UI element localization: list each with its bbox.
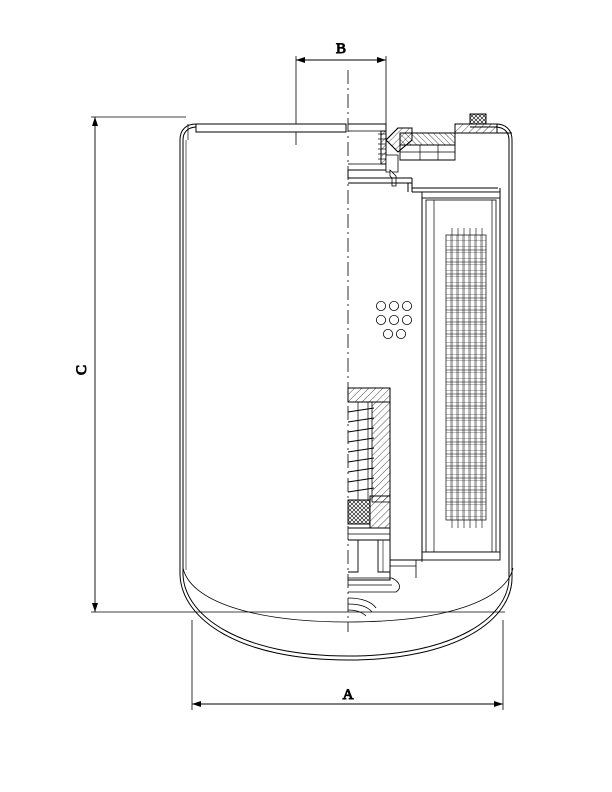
center-tube-perforations bbox=[376, 301, 411, 338]
dimension-c bbox=[74, 117, 505, 612]
rolled-seam-top bbox=[180, 114, 512, 160]
dimension-a bbox=[192, 620, 503, 710]
filter-media-pleat-pack bbox=[422, 192, 500, 560]
dimension-a-label: A bbox=[342, 687, 354, 703]
anti-drain-back-valve bbox=[348, 496, 390, 528]
bypass-valve-spring bbox=[348, 388, 422, 616]
dimension-c-label: C bbox=[74, 364, 90, 376]
dimension-b-label: B bbox=[335, 41, 347, 57]
